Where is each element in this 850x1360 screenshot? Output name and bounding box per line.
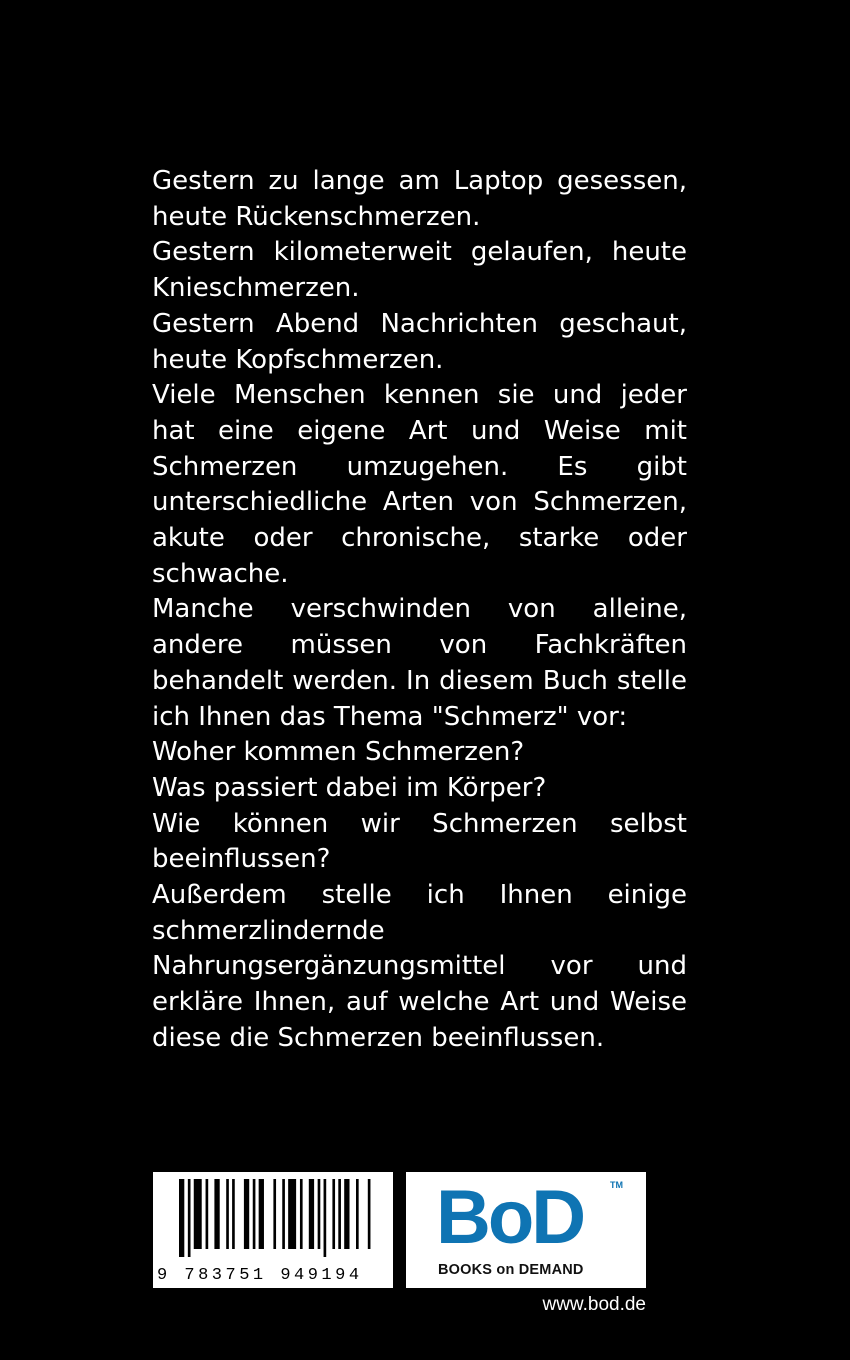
blurb-paragraph: Manche verschwinden von alleine, andere müssen von Fachkräften behandelt werden. In diesem Buch stelle ich Ihnen das Thema "Schmerz" vor: (152, 594, 687, 732)
blurb-paragraph: Woher kommen Schmerzen? (152, 737, 525, 768)
barcode-bar (344, 1179, 349, 1249)
barcode-bars (179, 1179, 371, 1257)
barcode-bar (194, 1179, 202, 1249)
blurb-paragraph: Wie können wir Schmerzen selbst beeinflussen? (152, 808, 687, 875)
barcode-bar (324, 1179, 327, 1257)
barcode-bar (188, 1179, 191, 1257)
blurb-paragraph: Außerdem stelle ich Ihnen einige schmerzlindernde Nahrungsergänzungsmittel vor und erkläre Ihnen, auf welche Art und Weise diese die Schmerzen beeinflussen. (152, 880, 687, 1053)
bod-logo-text: BoD (436, 1175, 584, 1260)
back-cover-blurb (152, 164, 687, 1057)
barcode-bar (253, 1179, 256, 1249)
publisher-logo (406, 1172, 646, 1288)
blurb-paragraph: Gestern Abend Nachrichten geschaut, heute Kopfschmerzen. (152, 308, 687, 375)
blurb-paragraph: Gestern zu lange am Laptop gesessen, heute Rückenschmerzen. (152, 166, 687, 232)
barcode-bar (356, 1179, 359, 1249)
barcode-bar (282, 1179, 285, 1249)
barcode-bar (179, 1179, 184, 1257)
barcode-bar (368, 1179, 371, 1249)
barcode-bar (232, 1179, 235, 1249)
isbn-barcode (153, 1172, 393, 1288)
barcode-bar (244, 1179, 249, 1249)
publisher-subtitle: BOOKS on DEMAND (438, 1262, 584, 1278)
barcode-bar (318, 1179, 321, 1249)
blurb-paragraph: Was passiert dabei im Körper? (152, 772, 547, 803)
barcode-bar (214, 1179, 219, 1249)
isbn-number: 9 783751 949194 (157, 1266, 363, 1285)
barcode-bar (332, 1179, 335, 1249)
barcode-bar (288, 1179, 296, 1249)
barcode-bar (206, 1179, 209, 1249)
trademark-mark: TM (610, 1180, 623, 1190)
blurb-paragraph: Gestern kilometerweit gelaufen, heute Knieschmerzen. (152, 237, 687, 304)
barcode-bar (338, 1179, 341, 1249)
barcode-bar (309, 1179, 314, 1249)
blurb-paragraph: Viele Menschen kennen sie und jeder hat eine eigene Art und Weise mit Schmerzen umzugehen. Es gibt unterschiedliche Arten von Schmerzen, akute oder chronische, starke oder schwache. (152, 380, 687, 589)
barcode-bar (226, 1179, 229, 1249)
publisher-website: www.bod.de (542, 1294, 646, 1315)
barcode-bar (300, 1179, 303, 1249)
barcode-bar (273, 1179, 276, 1249)
barcode-bar (259, 1179, 264, 1249)
